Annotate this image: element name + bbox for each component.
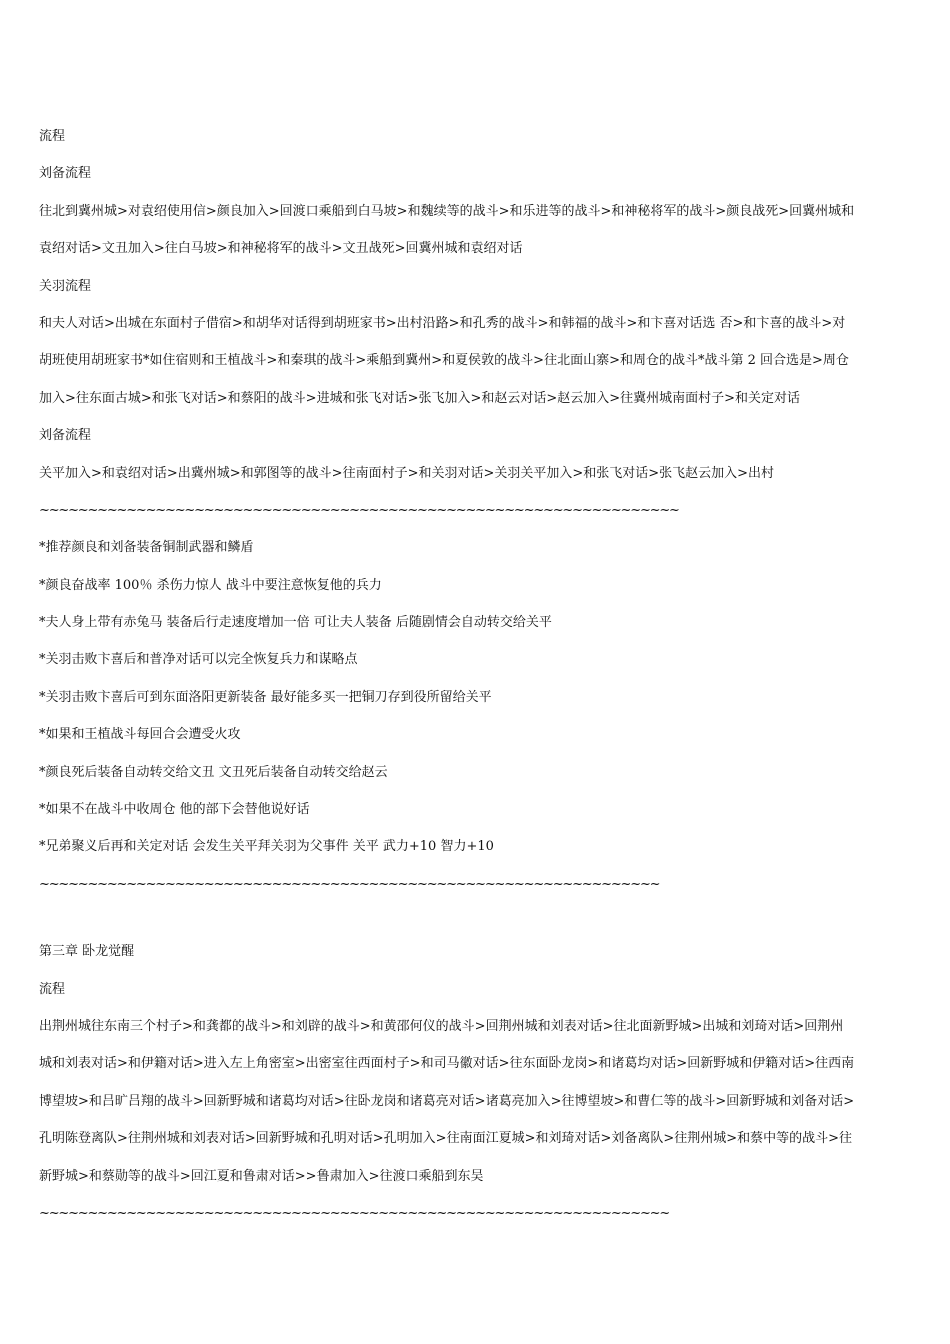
tip-item: *关羽击败卞喜后和普净对话可以完全恢复兵力和谋略点: [39, 652, 358, 668]
subheading-liubei-flow: 刘备流程: [39, 428, 92, 444]
document-body: [39, 118, 919, 1232]
paragraph-line: 袁绍对话>文丑加入>往白马坡>和神秘将军的战斗>文丑战死>回冀州城和袁绍对话: [39, 241, 523, 257]
section-heading-flow: 流程: [39, 129, 66, 144]
paragraph-line: 新野城>和蔡勋等的战斗>回江夏和鲁肃对话>>鲁肃加入>往渡口乘船到东吴: [39, 1168, 484, 1184]
paragraph-line: 孔明陈登离队>往荆州城和刘表对话>回新野城和孔明对话>孔明加入>往南面江夏城>和刘琦对话>刘备离队>往荆州城>和蔡中等的战斗>往: [39, 1131, 853, 1147]
paragraph-line: 关平加入>和袁绍对话>出冀州城>和郭图等的战斗>往南面村子>和关羽对话>关羽关平加入>和张飞对话>张飞赵云加入>出村: [39, 465, 775, 481]
divider-line: ~~~~~~~~~~~~~~~~~~~~~~~~~~~~~~~~~~~~~~~~~~~~~~~~~~~~~~~~~~~~~~~~~: [39, 1205, 670, 1221]
tip-item: *关羽击败卞喜后可到东面洛阳更新装备 最好能多买一把铜刀存到役所留给关平: [39, 689, 492, 705]
paragraph-line: 加入>往东面古城>和张飞对话>和蔡阳的战斗>进城和张飞对话>张飞加入>和赵云对话>赵云加入>往冀州城南面村子>和关定对话: [39, 390, 801, 406]
paragraph-line: 胡班使用胡班家书*如住宿则和王植战斗>和秦琪的战斗>乘船到冀州>和夏侯敦的战斗>往北面山寨>和周仓的战斗*战斗第 2 回合选是>周仓: [39, 353, 849, 369]
paragraph-line: 博望坡>和吕旷吕翔的战斗>回新野城和诸葛均对话>往卧龙岗和诸葛亮对话>诸葛亮加入>往博望坡>和曹仁等的战斗>回新野城和刘备对话>: [39, 1093, 855, 1109]
blank-gap: [39, 903, 919, 933]
subheading-liubei-flow: 刘备流程: [39, 166, 92, 182]
tip-item: *如果和王植战斗每回合会遭受火攻: [39, 727, 241, 743]
paragraph-line: 出荆州城往东南三个村子>和龚都的战斗>和刘辟的战斗>和黄邵何仪的战斗>回荆州城和刘表对话>往北面新野城>出城和刘琦对话>回荆州: [39, 1018, 844, 1034]
divider-line: ~~~~~~~~~~~~~~~~~~~~~~~~~~~~~~~~~~~~~~~~~~~~~~~~~~~~~~~~~~~~~~~~~~: [39, 502, 679, 518]
section-heading-flow: 流程: [39, 981, 66, 997]
tip-item: *兄弟聚义后再和关定对话 会发生关平拜关羽为父事件 关平 武力+10 智力+10: [39, 839, 494, 855]
tip-item: *如果不在战斗中收周仓 他的部下会替他说好话: [39, 802, 310, 818]
paragraph-line: 和夫人对话>出城在东面村子借宿>和胡华对话得到胡班家书>出村沿路>和孔秀的战斗>和韩福的战斗>和卞喜对话选 否>和卞喜的战斗>对: [39, 315, 846, 331]
tip-item: *颜良死后装备自动转交给文丑 文丑死后装备自动转交给赵云: [39, 764, 388, 780]
divider-line: ~~~~~~~~~~~~~~~~~~~~~~~~~~~~~~~~~~~~~~~~~~~~~~~~~~~~~~~~~~~~~~~~: [39, 876, 660, 892]
chapter-title: 第三章 卧龙觉醒: [39, 944, 135, 960]
tip-item: *推荐颜良和刘备装备铜制武器和鳞盾: [39, 540, 254, 556]
subheading-guanyu-flow: 关羽流程: [39, 278, 92, 294]
paragraph-line: 城和刘表对话>和伊籍对话>进入左上角密室>出密室往西面村子>和司马徽对话>往东面卧龙岗>和诸葛均对话>回新野城和伊籍对话>往西南: [39, 1056, 855, 1072]
tip-item: *夫人身上带有赤兔马 装备后行走速度增加一倍 可让夫人装备 后随剧情会自动转交给关平: [39, 615, 552, 631]
tip-item: *颜良奋战率 100％ 杀伤力惊人 战斗中要注意恢复他的兵力: [39, 577, 382, 593]
paragraph-line: 往北到冀州城>对袁绍使用信>颜良加入>回渡口乘船到白马坡>和魏续等的战斗>和乐进等的战斗>和神秘将军的战斗>颜良战死>回冀州城和: [39, 203, 855, 219]
